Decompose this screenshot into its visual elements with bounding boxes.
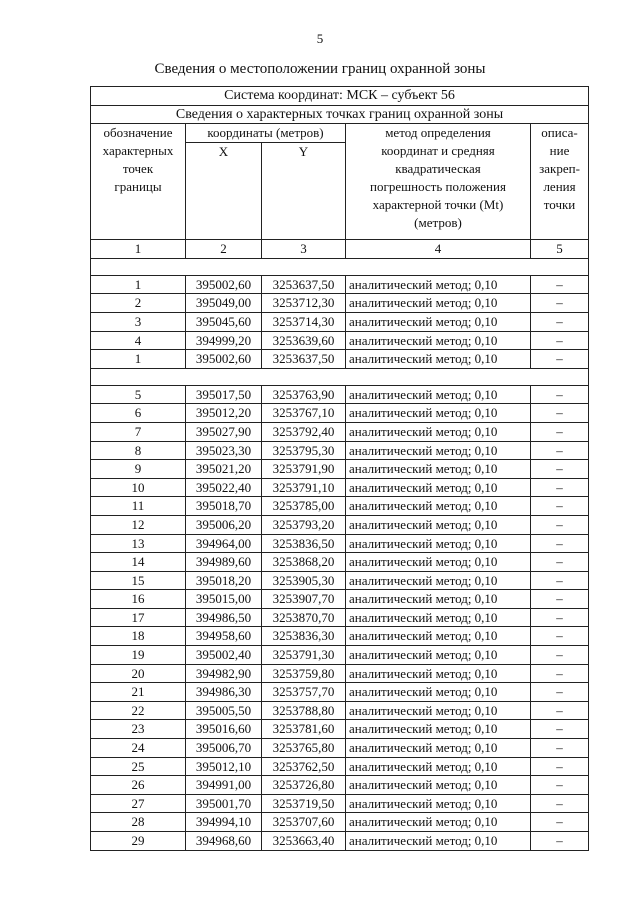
- table-row: [91, 331, 589, 350]
- description-cell: –: [531, 832, 589, 851]
- x-coordinate-cell: 394986,50: [186, 608, 262, 627]
- description-cell: –: [531, 497, 589, 516]
- description-cell: –: [531, 813, 589, 832]
- y-coordinate-cell: 3253765,80: [262, 739, 346, 758]
- method-cell: аналитический метод; 0,10: [346, 312, 531, 331]
- table-row: [91, 294, 589, 313]
- point-number-cell: 15: [91, 571, 186, 590]
- table-subtitle: Сведения о характерных точках границ охранной зоны: [91, 105, 589, 124]
- table-row: [91, 683, 589, 702]
- point-number-cell: 29: [91, 832, 186, 851]
- table-row: [91, 832, 589, 851]
- description-cell: –: [531, 757, 589, 776]
- point-number-cell: 1: [91, 350, 186, 369]
- description-cell: –: [531, 646, 589, 665]
- method-cell: аналитический метод; 0,10: [346, 701, 531, 720]
- description-cell: –: [531, 627, 589, 646]
- point-number-cell: 4: [91, 331, 186, 350]
- coordinates-table: [90, 86, 589, 851]
- y-coordinate-cell: 3253637,50: [262, 275, 346, 294]
- table-row: [91, 515, 589, 534]
- y-coordinate-cell: 3253868,20: [262, 553, 346, 572]
- method-cell: аналитический метод; 0,10: [346, 664, 531, 683]
- y-coordinate-cell: 3253639,60: [262, 331, 346, 350]
- document-title: Сведения о местоположении границ охранной зоны: [154, 61, 486, 77]
- x-coordinate-cell: 395012,20: [186, 404, 262, 423]
- method-cell: аналитический метод; 0,10: [346, 441, 531, 460]
- table-row: [91, 813, 589, 832]
- y-coordinate-cell: 3253781,60: [262, 720, 346, 739]
- description-cell: –: [531, 739, 589, 758]
- table-row: [91, 646, 589, 665]
- x-coordinate-cell: 394982,90: [186, 664, 262, 683]
- point-number-cell: 11: [91, 497, 186, 516]
- method-cell: аналитический метод; 0,10: [346, 385, 531, 404]
- group-separator-cell: [91, 368, 589, 385]
- method-cell: аналитический метод; 0,10: [346, 627, 531, 646]
- description-cell: –: [531, 701, 589, 720]
- y-coordinate-cell: 3253836,30: [262, 627, 346, 646]
- x-coordinate-cell: 395006,20: [186, 515, 262, 534]
- point-number-cell: 24: [91, 739, 186, 758]
- point-number-cell: 22: [91, 701, 186, 720]
- description-cell: –: [531, 571, 589, 590]
- page-number: 5: [316, 31, 324, 46]
- method-cell: аналитический метод; 0,10: [346, 460, 531, 479]
- group-separator-row: [91, 368, 589, 385]
- table-row: [91, 497, 589, 516]
- column-number: 1: [91, 240, 186, 259]
- table-row: [91, 627, 589, 646]
- description-cell: –: [531, 422, 589, 441]
- description-cell: –: [531, 776, 589, 795]
- y-coordinate-cell: 3253791,90: [262, 460, 346, 479]
- description-cell: –: [531, 794, 589, 813]
- column-number: 3: [262, 240, 346, 259]
- header-description-line: закреп-: [539, 161, 580, 177]
- description-cell: –: [531, 608, 589, 627]
- table-row: [91, 757, 589, 776]
- header-method-line: характерной точки (Мt): [372, 197, 504, 213]
- y-coordinate-cell: 3253726,80: [262, 776, 346, 795]
- point-number-cell: 3: [91, 312, 186, 331]
- y-coordinate-cell: 3253757,70: [262, 683, 346, 702]
- x-coordinate-cell: 394958,60: [186, 627, 262, 646]
- header-y: Y: [262, 143, 346, 240]
- table-row: [91, 441, 589, 460]
- header-point-designation: [91, 124, 186, 240]
- description-cell: –: [531, 460, 589, 479]
- method-cell: аналитический метод; 0,10: [346, 813, 531, 832]
- table-row: [91, 553, 589, 572]
- x-coordinate-cell: 395001,70: [186, 794, 262, 813]
- table-row: [91, 608, 589, 627]
- coordinates-table-body: [91, 87, 589, 851]
- x-coordinate-cell: 395005,50: [186, 701, 262, 720]
- description-cell: –: [531, 590, 589, 609]
- x-coordinate-cell: 395018,20: [186, 571, 262, 590]
- y-coordinate-cell: 3253763,90: [262, 385, 346, 404]
- method-cell: аналитический метод; 0,10: [346, 590, 531, 609]
- header-description-line: ления: [543, 179, 576, 195]
- method-cell: аналитический метод; 0,10: [346, 720, 531, 739]
- point-number-cell: 20: [91, 664, 186, 683]
- x-coordinate-cell: 395022,40: [186, 478, 262, 497]
- table-row: [91, 275, 589, 294]
- x-coordinate-cell: 394994,10: [186, 813, 262, 832]
- method-cell: аналитический метод; 0,10: [346, 571, 531, 590]
- table-row: [91, 460, 589, 479]
- table-row: [91, 590, 589, 609]
- point-number-cell: 9: [91, 460, 186, 479]
- description-cell: –: [531, 294, 589, 313]
- header-description-line: точки: [543, 197, 576, 213]
- point-number-cell: 14: [91, 553, 186, 572]
- coordinate-system-row: [91, 87, 589, 106]
- x-coordinate-cell: 395027,90: [186, 422, 262, 441]
- method-cell: аналитический метод; 0,10: [346, 739, 531, 758]
- table-row: [91, 776, 589, 795]
- y-coordinate-cell: 3253791,10: [262, 478, 346, 497]
- table-row: [91, 350, 589, 369]
- point-number-cell: 1: [91, 275, 186, 294]
- header-method: [346, 124, 531, 240]
- header-point-line: границы: [114, 179, 162, 195]
- x-coordinate-cell: 394999,20: [186, 331, 262, 350]
- header-method-line: квадратическая: [395, 161, 481, 177]
- y-coordinate-cell: 3253707,60: [262, 813, 346, 832]
- x-coordinate-cell: 394989,60: [186, 553, 262, 572]
- table-row: [91, 571, 589, 590]
- point-number-cell: 23: [91, 720, 186, 739]
- y-coordinate-cell: 3253905,30: [262, 571, 346, 590]
- point-number-cell: 25: [91, 757, 186, 776]
- x-coordinate-cell: 395012,10: [186, 757, 262, 776]
- header-point-line: обозначение: [103, 125, 173, 141]
- table-row: [91, 312, 589, 331]
- y-coordinate-cell: 3253762,50: [262, 757, 346, 776]
- header-row-1: [91, 124, 589, 143]
- point-number-cell: 26: [91, 776, 186, 795]
- y-coordinate-cell: 3253712,30: [262, 294, 346, 313]
- x-coordinate-cell: 395016,60: [186, 720, 262, 739]
- header-description-line: описа-: [541, 125, 578, 141]
- point-number-cell: 12: [91, 515, 186, 534]
- column-numbers-row: [91, 240, 589, 259]
- x-coordinate-cell: 395002,60: [186, 275, 262, 294]
- point-number-cell: 8: [91, 441, 186, 460]
- point-number-cell: 16: [91, 590, 186, 609]
- x-coordinate-cell: 395023,30: [186, 441, 262, 460]
- header-method-line: погрешность положения: [370, 179, 506, 195]
- header-point-line: точек: [122, 161, 154, 177]
- table-subtitle-row: [91, 105, 589, 124]
- point-number-cell: 5: [91, 385, 186, 404]
- y-coordinate-cell: 3253836,50: [262, 534, 346, 553]
- x-coordinate-cell: 395017,50: [186, 385, 262, 404]
- header-description: [531, 124, 589, 240]
- method-cell: аналитический метод; 0,10: [346, 534, 531, 553]
- column-number: 2: [186, 240, 262, 259]
- method-cell: аналитический метод; 0,10: [346, 331, 531, 350]
- group-separator-row: [91, 258, 589, 275]
- header-coordinates: координаты (метров): [186, 124, 346, 143]
- table-row: [91, 404, 589, 423]
- point-number-cell: 2: [91, 294, 186, 313]
- point-number-cell: 28: [91, 813, 186, 832]
- header-description-line: ние: [549, 143, 570, 159]
- column-number: 4: [346, 240, 531, 259]
- method-cell: аналитический метод; 0,10: [346, 608, 531, 627]
- y-coordinate-cell: 3253637,50: [262, 350, 346, 369]
- y-coordinate-cell: 3253714,30: [262, 312, 346, 331]
- y-coordinate-cell: 3253907,70: [262, 590, 346, 609]
- x-coordinate-cell: 395015,00: [186, 590, 262, 609]
- y-coordinate-cell: 3253795,30: [262, 441, 346, 460]
- y-coordinate-cell: 3253788,80: [262, 701, 346, 720]
- description-cell: –: [531, 404, 589, 423]
- y-coordinate-cell: 3253785,00: [262, 497, 346, 516]
- description-cell: –: [531, 683, 589, 702]
- method-cell: аналитический метод; 0,10: [346, 832, 531, 851]
- method-cell: аналитический метод; 0,10: [346, 404, 531, 423]
- point-number-cell: 18: [91, 627, 186, 646]
- description-cell: –: [531, 664, 589, 683]
- table-row: [91, 794, 589, 813]
- point-number-cell: 13: [91, 534, 186, 553]
- description-cell: –: [531, 385, 589, 404]
- x-coordinate-cell: 395021,20: [186, 460, 262, 479]
- description-cell: –: [531, 720, 589, 739]
- description-cell: –: [531, 331, 589, 350]
- method-cell: аналитический метод; 0,10: [346, 553, 531, 572]
- description-cell: –: [531, 350, 589, 369]
- x-coordinate-cell: 395006,70: [186, 739, 262, 758]
- header-method-line: координат и средняя: [381, 143, 495, 159]
- x-coordinate-cell: 395002,60: [186, 350, 262, 369]
- header-method-line: (метров): [414, 215, 462, 231]
- point-number-cell: 19: [91, 646, 186, 665]
- description-cell: –: [531, 553, 589, 572]
- y-coordinate-cell: 3253767,10: [262, 404, 346, 423]
- method-cell: аналитический метод; 0,10: [346, 683, 531, 702]
- description-cell: –: [531, 515, 589, 534]
- description-cell: –: [531, 534, 589, 553]
- y-coordinate-cell: 3253663,40: [262, 832, 346, 851]
- point-number-cell: 6: [91, 404, 186, 423]
- method-cell: аналитический метод; 0,10: [346, 497, 531, 516]
- method-cell: аналитический метод; 0,10: [346, 478, 531, 497]
- x-coordinate-cell: 394968,60: [186, 832, 262, 851]
- method-cell: аналитический метод; 0,10: [346, 757, 531, 776]
- x-coordinate-cell: 395045,60: [186, 312, 262, 331]
- y-coordinate-cell: 3253719,50: [262, 794, 346, 813]
- y-coordinate-cell: 3253791,30: [262, 646, 346, 665]
- description-cell: –: [531, 478, 589, 497]
- x-coordinate-cell: 395018,70: [186, 497, 262, 516]
- header-x: X: [186, 143, 262, 240]
- x-coordinate-cell: 394986,30: [186, 683, 262, 702]
- method-cell: аналитический метод; 0,10: [346, 350, 531, 369]
- point-number-cell: 7: [91, 422, 186, 441]
- description-cell: –: [531, 312, 589, 331]
- x-coordinate-cell: 394991,00: [186, 776, 262, 795]
- y-coordinate-cell: 3253792,40: [262, 422, 346, 441]
- group-separator-cell: [91, 258, 589, 275]
- table-row: [91, 720, 589, 739]
- column-number: 5: [531, 240, 589, 259]
- table-row: [91, 422, 589, 441]
- method-cell: аналитический метод; 0,10: [346, 515, 531, 534]
- method-cell: аналитический метод; 0,10: [346, 275, 531, 294]
- y-coordinate-cell: 3253870,70: [262, 608, 346, 627]
- point-number-cell: 27: [91, 794, 186, 813]
- method-cell: аналитический метод; 0,10: [346, 294, 531, 313]
- table-row: [91, 385, 589, 404]
- method-cell: аналитический метод; 0,10: [346, 646, 531, 665]
- y-coordinate-cell: 3253793,20: [262, 515, 346, 534]
- x-coordinate-cell: 394964,00: [186, 534, 262, 553]
- method-cell: аналитический метод; 0,10: [346, 422, 531, 441]
- coordinate-system-label: Система координат: МСК – субъект 56: [91, 87, 589, 106]
- method-cell: аналитический метод; 0,10: [346, 794, 531, 813]
- y-coordinate-cell: 3253759,80: [262, 664, 346, 683]
- description-cell: –: [531, 275, 589, 294]
- x-coordinate-cell: 395002,40: [186, 646, 262, 665]
- x-coordinate-cell: 395049,00: [186, 294, 262, 313]
- description-cell: –: [531, 441, 589, 460]
- point-number-cell: 10: [91, 478, 186, 497]
- method-cell: аналитический метод; 0,10: [346, 776, 531, 795]
- header-point-line: характерных: [102, 143, 174, 159]
- table-row: [91, 739, 589, 758]
- table-row: [91, 534, 589, 553]
- header-method-line: метод определения: [385, 125, 491, 141]
- table-row: [91, 701, 589, 720]
- table-row: [91, 664, 589, 683]
- point-number-cell: 21: [91, 683, 186, 702]
- point-number-cell: 17: [91, 608, 186, 627]
- table-row: [91, 478, 589, 497]
